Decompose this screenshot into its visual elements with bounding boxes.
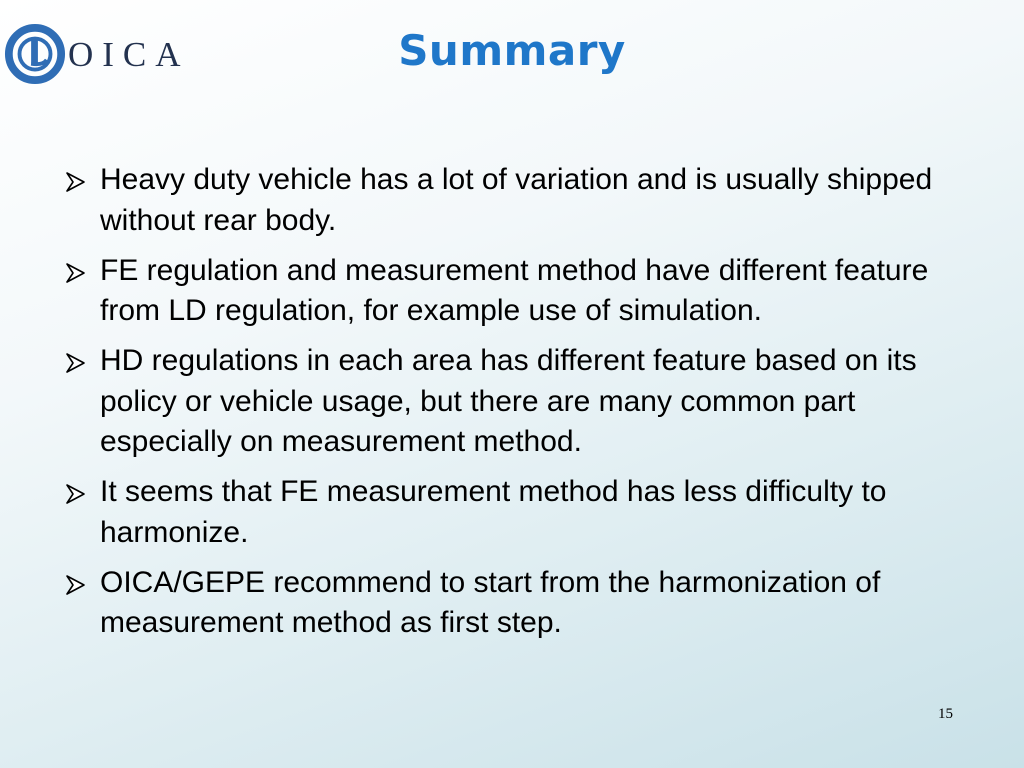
bullet-text: OICA/GEPE recommend to start from the harmonization of measurement method as first step. bbox=[100, 565, 881, 639]
arrowhead-bullet-icon bbox=[64, 483, 86, 505]
slide-title: Summary bbox=[398, 26, 626, 75]
arrowhead-bullet-icon bbox=[64, 574, 86, 596]
logo-text: OICA bbox=[68, 35, 190, 74]
bullet-text: HD regulations in each area has different feature based on its policy or vehicle usage, but there are many common part especially on measurement method. bbox=[100, 344, 917, 458]
arrowhead-bullet-icon bbox=[64, 171, 86, 193]
arrowhead-bullet-icon bbox=[64, 352, 86, 374]
bullet-item bbox=[64, 160, 994, 241]
bullet-text: It seems that FE measurement method has less difficulty to harmonize. bbox=[100, 475, 887, 549]
bullet-item bbox=[64, 341, 994, 463]
bullet-item bbox=[64, 563, 994, 644]
bullet-item bbox=[64, 251, 994, 332]
bullet-list bbox=[64, 160, 994, 653]
bullet-text: Heavy duty vehicle has a lot of variation and is usually shipped without rear body. bbox=[100, 163, 933, 237]
bullet-item bbox=[64, 472, 994, 553]
bullet-text: FE regulation and measurement method have different feature from LD regulation, for example use of simulation. bbox=[100, 253, 929, 327]
page-number: 15 bbox=[938, 706, 953, 722]
arrowhead-bullet-icon bbox=[64, 262, 86, 284]
